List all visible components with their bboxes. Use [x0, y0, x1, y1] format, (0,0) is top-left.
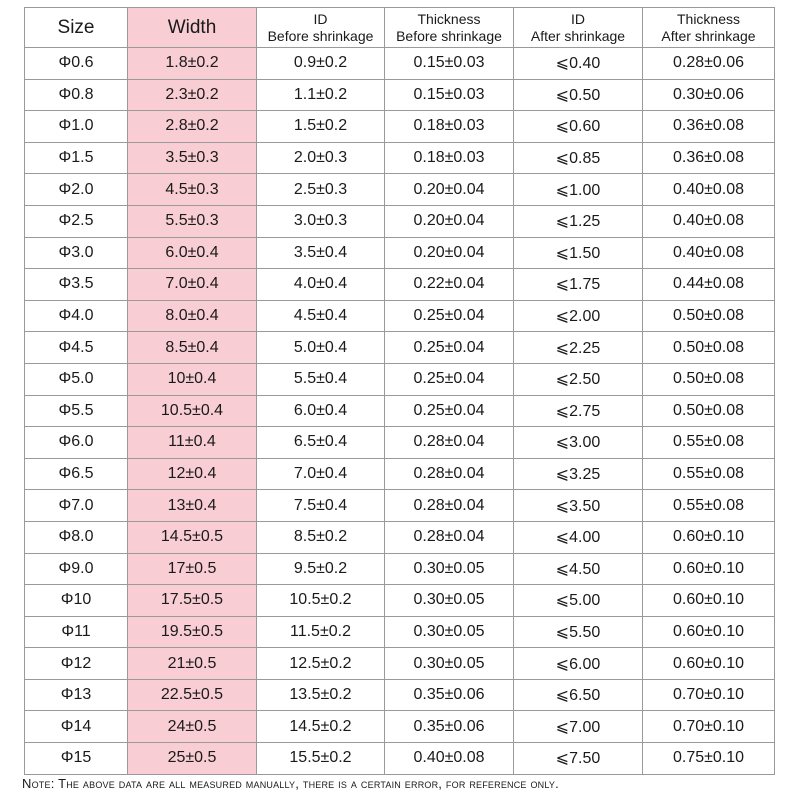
id-before-cell: 3.0±0.3 [257, 205, 385, 237]
width-cell: 6.0±0.4 [128, 237, 257, 269]
id-before-cell: 1.1±0.2 [257, 79, 385, 111]
id-before-cell: 3.5±0.4 [257, 237, 385, 269]
table-row [25, 269, 775, 301]
thickness-before-cell: 0.15±0.03 [385, 79, 514, 111]
table-row [25, 648, 775, 680]
size-cell: Φ0.6 [25, 48, 128, 80]
thickness-before-cell: 0.28±0.04 [385, 521, 514, 553]
table-row [25, 616, 775, 648]
table-row [25, 395, 775, 427]
size-cell: Φ1.5 [25, 142, 128, 174]
id-before-cell: 12.5±0.2 [257, 648, 385, 680]
size-cell: Φ3.5 [25, 269, 128, 301]
thickness-before-cell: 0.20±0.04 [385, 237, 514, 269]
id-after-cell: ⩽5.50 [514, 616, 643, 648]
header-thickness-before: Thickness Before shrinkage [385, 8, 514, 48]
width-cell: 13±0.4 [128, 490, 257, 522]
thickness-after-cell: 0.75±0.10 [643, 743, 775, 775]
thickness-after-cell: 0.50±0.08 [643, 332, 775, 364]
thickness-before-cell: 0.20±0.04 [385, 205, 514, 237]
size-cell: Φ4.0 [25, 300, 128, 332]
header-row [25, 8, 775, 48]
size-cell: Φ10 [25, 585, 128, 617]
header-id-after: ID After shrinkage [514, 8, 643, 48]
spec-table [24, 7, 775, 775]
table-row [25, 332, 775, 364]
size-cell: Φ2.5 [25, 205, 128, 237]
footnote: Note: The above data are all measured manually, there is a certain error, for reference only. [22, 776, 559, 791]
thickness-before-cell: 0.25±0.04 [385, 395, 514, 427]
thickness-after-cell: 0.60±0.10 [643, 616, 775, 648]
width-cell: 7.0±0.4 [128, 269, 257, 301]
thickness-after-cell: 0.55±0.08 [643, 427, 775, 459]
width-cell: 10.5±0.4 [128, 395, 257, 427]
thickness-after-cell: 0.44±0.08 [643, 269, 775, 301]
width-cell: 11±0.4 [128, 427, 257, 459]
id-before-cell: 5.0±0.4 [257, 332, 385, 364]
thickness-before-cell: 0.40±0.08 [385, 743, 514, 775]
table-row [25, 458, 775, 490]
id-before-cell: 10.5±0.2 [257, 585, 385, 617]
thickness-before-cell: 0.35±0.06 [385, 711, 514, 743]
id-after-cell: ⩽6.50 [514, 679, 643, 711]
width-cell: 2.8±0.2 [128, 111, 257, 143]
id-after-cell: ⩽5.00 [514, 585, 643, 617]
table-row [25, 205, 775, 237]
thickness-after-cell: 0.50±0.08 [643, 300, 775, 332]
table-row [25, 490, 775, 522]
thickness-before-cell: 0.22±0.04 [385, 269, 514, 301]
width-cell: 1.8±0.2 [128, 48, 257, 80]
id-before-cell: 14.5±0.2 [257, 711, 385, 743]
id-before-cell: 7.5±0.4 [257, 490, 385, 522]
table-row [25, 300, 775, 332]
table-row [25, 363, 775, 395]
id-after-cell: ⩽3.00 [514, 427, 643, 459]
thickness-before-cell: 0.30±0.05 [385, 648, 514, 680]
thickness-before-cell: 0.15±0.03 [385, 48, 514, 80]
id-after-cell: ⩽0.60 [514, 111, 643, 143]
thickness-after-cell: 0.70±0.10 [643, 711, 775, 743]
id-after-cell: ⩽1.00 [514, 174, 643, 206]
thickness-after-cell: 0.40±0.08 [643, 237, 775, 269]
id-before-cell: 0.9±0.2 [257, 48, 385, 80]
id-before-cell: 1.5±0.2 [257, 111, 385, 143]
id-after-cell: ⩽1.75 [514, 269, 643, 301]
size-cell: Φ11 [25, 616, 128, 648]
thickness-after-cell: 0.28±0.06 [643, 48, 775, 80]
width-cell: 22.5±0.5 [128, 679, 257, 711]
size-cell: Φ5.5 [25, 395, 128, 427]
size-cell: Φ15 [25, 743, 128, 775]
id-before-cell: 5.5±0.4 [257, 363, 385, 395]
thickness-before-cell: 0.25±0.04 [385, 332, 514, 364]
size-cell: Φ9.0 [25, 553, 128, 585]
size-cell: Φ6.5 [25, 458, 128, 490]
thickness-after-cell: 0.60±0.10 [643, 648, 775, 680]
table-row [25, 521, 775, 553]
size-cell: Φ7.0 [25, 490, 128, 522]
size-cell: Φ6.0 [25, 427, 128, 459]
width-cell: 8.0±0.4 [128, 300, 257, 332]
id-after-cell: ⩽3.50 [514, 490, 643, 522]
thickness-before-cell: 0.30±0.05 [385, 553, 514, 585]
id-after-cell: ⩽3.25 [514, 458, 643, 490]
width-cell: 24±0.5 [128, 711, 257, 743]
thickness-before-cell: 0.28±0.04 [385, 427, 514, 459]
thickness-after-cell: 0.40±0.08 [643, 174, 775, 206]
width-cell: 2.3±0.2 [128, 79, 257, 111]
size-cell: Φ2.0 [25, 174, 128, 206]
table-row [25, 111, 775, 143]
table-row [25, 79, 775, 111]
width-cell: 8.5±0.4 [128, 332, 257, 364]
id-after-cell: ⩽0.40 [514, 48, 643, 80]
thickness-after-cell: 0.55±0.08 [643, 458, 775, 490]
width-cell: 21±0.5 [128, 648, 257, 680]
id-after-cell: ⩽7.00 [514, 711, 643, 743]
id-before-cell: 2.0±0.3 [257, 142, 385, 174]
id-before-cell: 15.5±0.2 [257, 743, 385, 775]
thickness-before-cell: 0.28±0.04 [385, 458, 514, 490]
size-cell: Φ4.5 [25, 332, 128, 364]
size-cell: Φ0.8 [25, 79, 128, 111]
size-cell: Φ8.0 [25, 521, 128, 553]
size-cell: Φ3.0 [25, 237, 128, 269]
width-cell: 3.5±0.3 [128, 142, 257, 174]
thickness-before-cell: 0.25±0.04 [385, 363, 514, 395]
thickness-before-cell: 0.20±0.04 [385, 174, 514, 206]
header-id-before: ID Before shrinkage [257, 8, 385, 48]
size-cell: Φ12 [25, 648, 128, 680]
thickness-after-cell: 0.60±0.10 [643, 521, 775, 553]
thickness-before-cell: 0.30±0.05 [385, 585, 514, 617]
thickness-after-cell: 0.50±0.08 [643, 363, 775, 395]
thickness-after-cell: 0.50±0.08 [643, 395, 775, 427]
width-cell: 25±0.5 [128, 743, 257, 775]
width-cell: 17.5±0.5 [128, 585, 257, 617]
id-before-cell: 9.5±0.2 [257, 553, 385, 585]
id-after-cell: ⩽2.75 [514, 395, 643, 427]
id-after-cell: ⩽0.85 [514, 142, 643, 174]
table-row [25, 585, 775, 617]
spec-table-body [25, 48, 775, 775]
table-row [25, 711, 775, 743]
thickness-after-cell: 0.40±0.08 [643, 205, 775, 237]
thickness-before-cell: 0.18±0.03 [385, 142, 514, 174]
id-after-cell: ⩽0.50 [514, 79, 643, 111]
id-before-cell: 6.5±0.4 [257, 427, 385, 459]
width-cell: 14.5±0.5 [128, 521, 257, 553]
thickness-after-cell: 0.60±0.10 [643, 553, 775, 585]
table-row [25, 142, 775, 174]
table-row [25, 174, 775, 206]
id-after-cell: ⩽1.50 [514, 237, 643, 269]
thickness-before-cell: 0.18±0.03 [385, 111, 514, 143]
table-row [25, 743, 775, 775]
width-cell: 19.5±0.5 [128, 616, 257, 648]
header-thickness-after: Thickness After shrinkage [643, 8, 775, 48]
table-row [25, 237, 775, 269]
id-after-cell: ⩽4.50 [514, 553, 643, 585]
thickness-after-cell: 0.36±0.08 [643, 142, 775, 174]
table-row [25, 427, 775, 459]
thickness-before-cell: 0.35±0.06 [385, 679, 514, 711]
table-row [25, 48, 775, 80]
width-cell: 10±0.4 [128, 363, 257, 395]
table-row [25, 679, 775, 711]
thickness-after-cell: 0.55±0.08 [643, 490, 775, 522]
table-row [25, 553, 775, 585]
width-cell: 4.5±0.3 [128, 174, 257, 206]
id-before-cell: 11.5±0.2 [257, 616, 385, 648]
id-before-cell: 2.5±0.3 [257, 174, 385, 206]
size-cell: Φ14 [25, 711, 128, 743]
id-after-cell: ⩽2.25 [514, 332, 643, 364]
id-before-cell: 13.5±0.2 [257, 679, 385, 711]
id-after-cell: ⩽6.00 [514, 648, 643, 680]
id-before-cell: 7.0±0.4 [257, 458, 385, 490]
id-after-cell: ⩽1.25 [514, 205, 643, 237]
header-size: Size [25, 8, 128, 48]
thickness-after-cell: 0.70±0.10 [643, 679, 775, 711]
width-cell: 5.5±0.3 [128, 205, 257, 237]
size-cell: Φ5.0 [25, 363, 128, 395]
id-after-cell: ⩽2.00 [514, 300, 643, 332]
id-after-cell: ⩽7.50 [514, 743, 643, 775]
thickness-after-cell: 0.30±0.06 [643, 79, 775, 111]
id-after-cell: ⩽4.00 [514, 521, 643, 553]
id-before-cell: 8.5±0.2 [257, 521, 385, 553]
id-after-cell: ⩽2.50 [514, 363, 643, 395]
id-before-cell: 6.0±0.4 [257, 395, 385, 427]
size-cell: Φ13 [25, 679, 128, 711]
thickness-before-cell: 0.25±0.04 [385, 300, 514, 332]
size-cell: Φ1.0 [25, 111, 128, 143]
id-before-cell: 4.5±0.4 [257, 300, 385, 332]
thickness-before-cell: 0.30±0.05 [385, 616, 514, 648]
thickness-after-cell: 0.36±0.08 [643, 111, 775, 143]
thickness-after-cell: 0.60±0.10 [643, 585, 775, 617]
header-width: Width [128, 8, 257, 48]
thickness-before-cell: 0.28±0.04 [385, 490, 514, 522]
width-cell: 17±0.5 [128, 553, 257, 585]
id-before-cell: 4.0±0.4 [257, 269, 385, 301]
width-cell: 12±0.4 [128, 458, 257, 490]
